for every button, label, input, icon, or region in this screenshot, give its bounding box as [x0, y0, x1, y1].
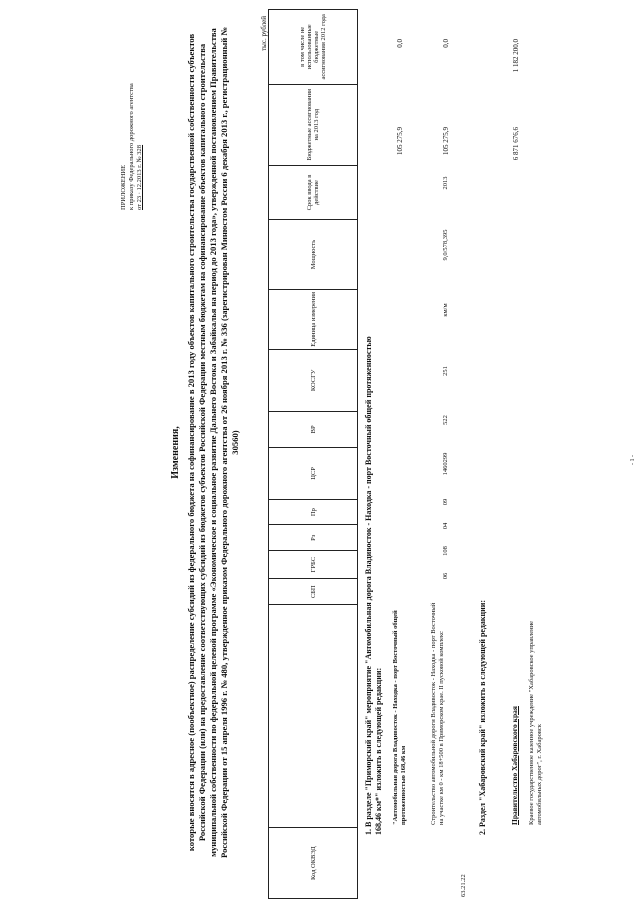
row2-vr: 522 — [442, 415, 449, 425]
units-label: тыс. рублей — [260, 16, 268, 51]
row2-kosgu: 251 — [442, 366, 449, 376]
column-header: ВР — [269, 411, 358, 448]
organization-name: Краевое государственное казенное учреждение "Хабаровское управление автомобильных дорог", г. Хабаровск — [528, 621, 543, 825]
appendix-line: ПРИЛОЖЕНИЕ — [120, 164, 127, 210]
page-number: - 1 - — [630, 455, 636, 465]
column-header: ГРБС — [269, 551, 358, 579]
appendix-header — [120, 40, 144, 210]
section-2-heading: 2. Раздел "Хабаровский край" изложить в следующей редакции: — [478, 599, 487, 835]
column-header: ЦСР — [269, 448, 358, 500]
column-header: Единица измерения — [269, 289, 358, 349]
row2-csr: 1460299 — [442, 452, 449, 476]
column-header: Пр — [269, 499, 358, 525]
row2-grbs: 108 — [442, 546, 449, 556]
row1-budget: 105 275,9 — [396, 127, 404, 155]
document-subtitle: которые вносятся в адресное (пообъектное) распределение субсидий из федерального бюджета на софинансирование в 2013 году объектов капитального строительства государственной собственности субъектов Российской Федерации (или) на предоставление соответствующих субсидий из бюджетов субъектов Российской Федерации местным бюджетам на софинансирование объектов капитального строительства муниципальной собственности по федеральной целевой программе «Экономическое и социальное развитие Дальнего Востока и Забайкалья на период до 2013 года», утвержденной постановлением Правительства Российской Федерации от 15 апреля 1996 г. № 480, утвержденное приказом Федерального дорожного агентства от 26 ноября 2013 г. № 336 (зарегистрирован Минюстом России 6 декабря 2013 г., регистрационный № 30560) — [186, 27, 240, 858]
header-table — [268, 9, 358, 899]
column-header: Код ОКВЭД — [269, 828, 358, 899]
row2-name: Строительство автомобильной дороги Владивосток - Находка - порт Восточный на участке км 0 - км 18+500 в Приморском крае. II пусковой комплекс — [430, 602, 445, 825]
column-header: в том числе не использованные бюджетные ассигнования 2012 года — [269, 10, 358, 85]
row2-okved: 63.21.22 — [460, 874, 467, 897]
column-header: СБП — [269, 579, 358, 605]
column-header: Бюджетные ассигнования на 2013 год — [269, 84, 358, 165]
government-heading: Правительство Хабаровского края — [510, 706, 519, 825]
column-header — [269, 605, 358, 828]
row1-name: "Автомобильная дорога Владивосток - Находка - порт Восточный общей протяженностью 168,46 км — [392, 610, 407, 825]
section-1-heading: 1. В разделе "Приморский край" мероприятие "Автомобильная дорога Владивосток - Находка - порт Восточный общей протяженностью 168,46 км*" изложить в следующей редакции: — [364, 336, 383, 835]
appendix-line: от 23 · 12.2013 г. № 328 — [136, 144, 143, 210]
row2-year: 2013 — [442, 176, 449, 190]
column-header: Срок ввода в действие — [269, 165, 358, 220]
column-header: Мощность — [269, 220, 358, 289]
row2-budget: 105 275,9 — [442, 127, 450, 155]
gov-unused: 1 182 200,0 — [512, 39, 520, 73]
row2-unit: км/м — [442, 303, 449, 317]
row2-unused: 0,0 — [442, 39, 450, 48]
row2-pr: 09 — [442, 498, 449, 506]
row1-unused: 0,0 — [396, 39, 404, 48]
gov-total: 6 871 676,6 — [512, 127, 520, 161]
column-header: КОСГУ — [269, 350, 358, 411]
row2-capacity: 9,0/578,395 — [442, 229, 449, 261]
appendix-line: к приказу Федерального дорожного агентства — [128, 83, 135, 210]
row2-sbp: 06 — [442, 572, 449, 580]
document-title: Изменения, — [170, 426, 181, 479]
row2-rz: 04 — [442, 522, 449, 530]
column-header: Рз — [269, 525, 358, 551]
